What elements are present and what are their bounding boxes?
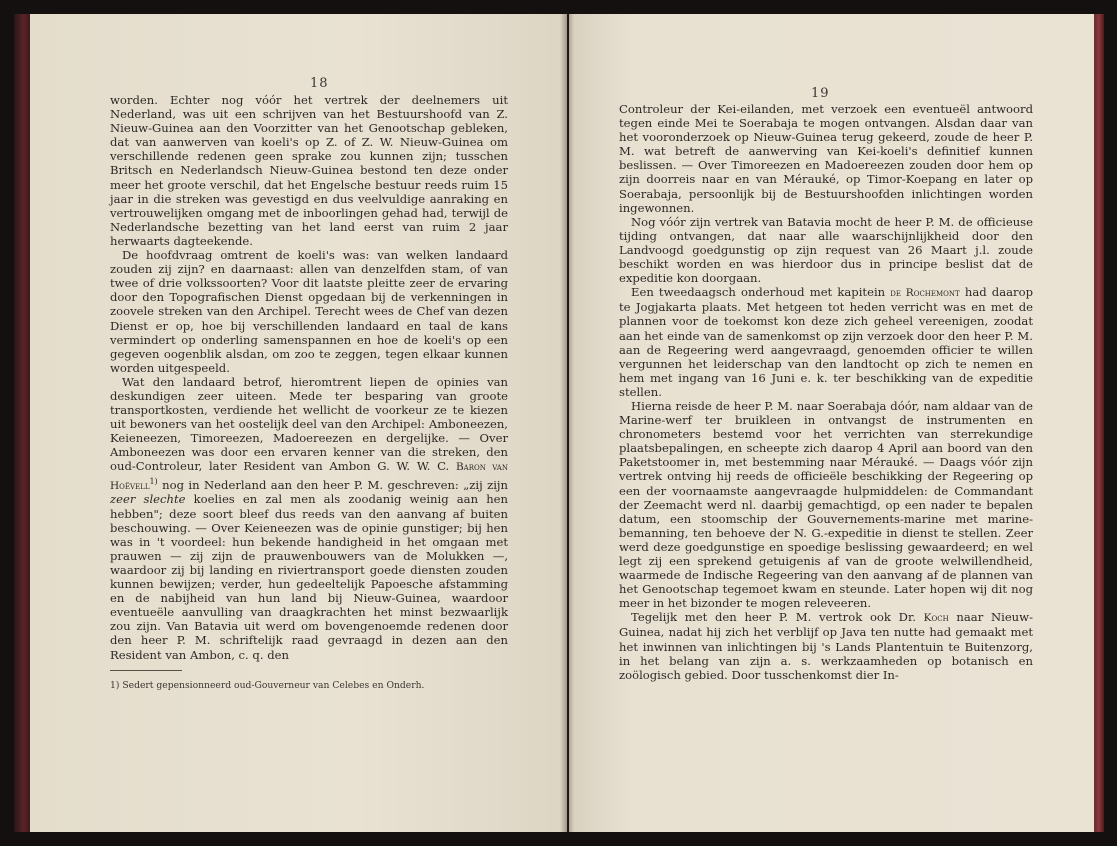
right-paragraph-4: Hierna reisde de heer P. M. naar Soerabaja dóór, nam aldaar van de Marine-werf ter bruikleen in ontvangst de instrumenten en chronometers bestemd voor het verrichten van sterrekundige plaatsbepalingen, en scheepte zich daarop 4 April aan boord van den Paketstoomer in, met bestemming naar Mérauké. — Daags vóór zijn vertrek ontving hij reeds de officieële beschikking der Regeering op een der voornaamste aangevraagde hulpmiddelen: de Commandant der Zeemacht werd nl. daarbij gemachtigd, op een nader te bepalen datum, een stoomschip der Gouvernements-marine met marine-bemanning, ten behoeve der N. G.-expeditie in dienst te stellen. Zeer werd deze goedgunstige en spoedige beslissing gewaardeerd; en wel legt zij een sprekend getuigenis af van de groote welwillendheid, waarmede de Indische Regeering van den aanvang af de plannen van het Genootschap tegemoet kwam en steunde. Later hopen wij dit nog meer in het bizonder te mogen releveeren. <box>619 398 1033 611</box>
left-paragraph-2: De hoofdvraag omtrent de koeli's was: van welken landaard zouden zij zijn? en daarnaast: allen van denzelfden stam, of van twee of drie volkssoorten? Voor dit laatste pleitte zeer de ervaring door den Topografischen Dienst opgedaan bij de verkenningen in zoovele streken van den Archipel. Terecht wees de Chef van dezen Dienst er op, hoe bij verschillenden landaard en taal de kans vermindert op onderling samenspannen en hoe de koeli's op een gegeven oogenblik alsdan, om zoo te zeggen, tegen elkaar kunnen worden uitgespeeld. <box>110 248 508 375</box>
right-paragraph-5 <box>619 610 1033 681</box>
footnote-marker: 1) <box>149 476 158 486</box>
right-paragraph-1: Controleur der Kei-eilanden, met verzoek een eventueël antwoord tegen einde Mei te Soerabaja te mogen ontvangen. Alsdan daar van het vooronderzoek op Nieuw-Guinea terug gekeerd, zoude de heer P. M. wat betreft de aanwerving van Kei-koeli's definitief kunnen beslissen. — Over Timoreezen en Madoereezen zouden door hem op zijn doorreis naar en van Mérauké, op Timor-Koepang en later op Soerabaja, persoonlijk bij de Bestuurshoofden inlichtingen worden ingewonnen. <box>619 102 1033 215</box>
page-number-right: 19 <box>811 86 830 101</box>
footnote-rule <box>110 670 182 671</box>
right-paragraph-3 <box>619 285 1033 399</box>
book-cover-edge-left <box>14 14 30 832</box>
right-page <box>569 14 1094 832</box>
right-p3-part-a: Een tweedaagsch onderhoud met kapitein <box>631 285 891 300</box>
right-p3-name: de Rochemont <box>890 287 960 300</box>
left-p3-emphasis: zeer slechte <box>110 492 186 507</box>
left-paragraph-1: worden. Echter nog vóór het vertrek der deelnemers uit Nederland, was uit een schrijven van het Bestuurshoofd van Z. Nieuw-Guinea aan den Voorzitter van het Genootschap gebleken, dat van aanwerven van koeli's op Z. of Z. W. Nieuw-Guinea om verschillende redenen geen sprake zou kunnen zijn; tusschen Britsch en Nederlandsch Nieuw-Guinea bestond ten deze onder meer het groote verschil, dat het Engelsche bestuur reeds ruim 15 jaar in die streken was gevestigd en dus veelvuldige aanraking en vertrouwelijken omgang met de inboorlingen gehad had, terwijl de Nederlandsche bezetting van het land eerst van ruim 2 jaar herwaarts dagteekende. <box>110 93 508 248</box>
left-page-body <box>110 93 508 662</box>
right-p5-part-b: naar Nieuw-Guinea, nadat hij zich het verblijf op Java ten nutte had gemaakt met het inwinnen van inlichtingen bij 's Lands Plantentuin te Buitenzorg, in het belang van zijn a. s. werkzaamheden op botanisch en zoölogisch gebied. Door tusschenkomst dier In- <box>619 610 1033 682</box>
left-page <box>30 14 567 832</box>
right-p3-part-b: had daarop te Jogjakarta plaats. Met hetgeen tot heden verricht was en met de plannen voor de toekomst kon deze zich geheel vereenigen, zoodat aan het einde van de samenkomst op zijn verzoek door den heer P. M. aan de Regeering werd aangevraagd, genoemden officier te willen vergunnen het leiderschap van den landtocht op zich te nemen en hem met ingang van 16 Juni e. k. ter beschikking van de expeditie stellen. <box>619 285 1033 399</box>
left-p3-baron-name: Baron van Hoëvell <box>110 461 508 492</box>
left-p3-part-b: nog in Nederland aan den heer P. M. geschreven: „zij zijn <box>157 477 508 492</box>
book-gutter <box>560 14 574 832</box>
right-paragraph-2: Nog vóór zijn vertrek van Batavia mocht de heer P. M. de officieuse tijding ontvangen, dat naar alle waarschijnlijkheid door den Landvoogd goedgunstig op zijn request van 26 Maart j.l. zoude beschikt worden en was hierdoor dus in principe beslist dat de expeditie kon doorgaan. <box>619 214 1033 286</box>
left-paragraph-3 <box>110 375 508 662</box>
right-page-body <box>619 102 1033 682</box>
left-p3-part-c: koelies en zal men als zoodanig weinig aan hen hebben"; deze soort bleef dus reeds van den aanvang af buiten beschouwing. — Over Keieneezen was de opinie gunstiger; bij hen was in 't voordeel: hun bekende handigheid in het omgaan met prauwen — zij zijn de prauwenbouwers van de Molukken —, waardoor zij bij landing en riviertransport goede diensten zouden kunnen bewijzen; verder, hun gedeeltelijk Papoesche afstamming en de nabijheid van hun land bij Nieuw-Guinea, waardoor eventueële aanvulling van draagkrachten het minst bezwaarlijk zou zijn. Van Batavia uit werd om bovengenoemde redenen door den heer P. M. schriftelijk raad gevraagd in dezen aan den Resident van Ambon, c. q. den <box>110 492 508 662</box>
left-p3-part-a: Wat den landaard betrof, hieromtrent liepen de opinies van deskundigen zeer uiteen. Mede ter besparing van groote transportkosten, verdiende het wellicht de voorkeur ze te kiezen uit bewoners van het oostelijk deel van den Archipel: Amboneezen, Keieneezen, Timoreezen, Madoereezen en dergelijke. — Over Amboneezen was door een ervaren kenner van die streken, den oud-Controleur, later Resident van Ambon G. W. W. C. <box>110 374 508 474</box>
right-p5-part-a: Tegelijk met den heer P. M. vertrok ook Dr. <box>631 610 924 625</box>
right-p5-name: Koch <box>923 612 949 625</box>
page-number-left: 18 <box>310 76 329 91</box>
footnote: 1) Sedert gepensionneerd oud-Gouverneur van Celebes en Onderh. <box>110 680 425 691</box>
book-cover-edge-right <box>1094 14 1104 832</box>
